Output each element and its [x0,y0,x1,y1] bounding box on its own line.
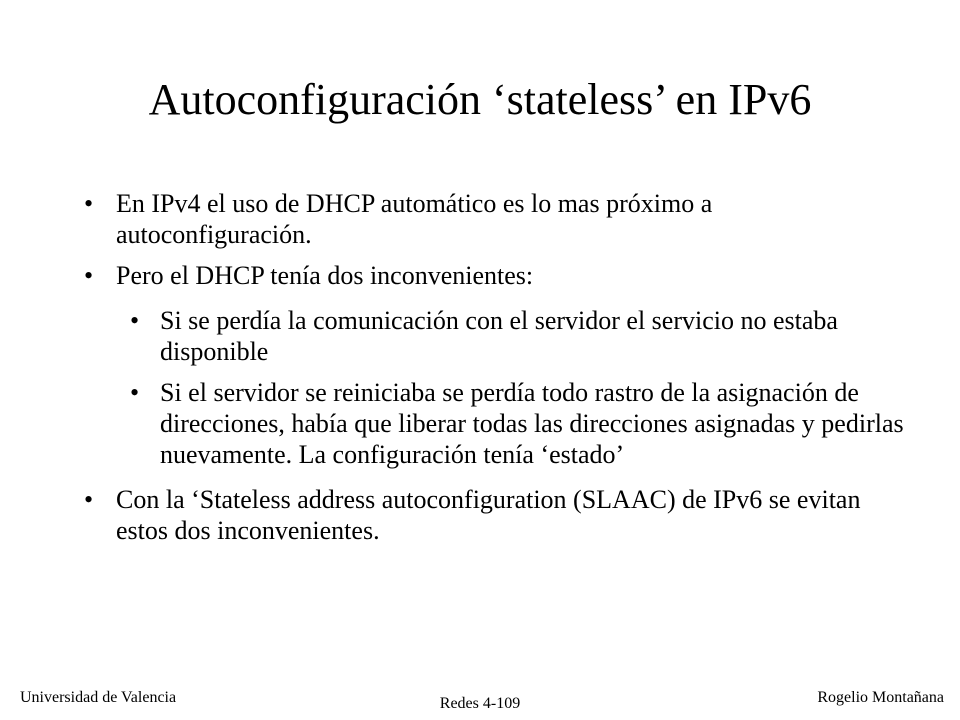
footer-page-label: Redes 4-109 [439,695,521,712]
bullet-text: Si el servidor se reiniciaba se perdía todo rastro de la asignación de direcciones, había que liberar todas las direcciones asignadas y pedirlas nuevamente. La configuración tenía ‘estado’ [160,378,904,469]
bullet-icon: • [84,189,94,218]
footer-author: Rogelio Montañana [817,689,944,706]
sub-bullet-item [130,377,904,470]
bullet-icon: • [130,306,140,335]
bullet-text: Pero el DHCP tenía dos inconvenientes: [116,261,534,290]
bullet-icon: • [84,485,94,514]
bullet-icon: • [130,378,140,407]
bullet-item [84,188,904,250]
bullet-text: En IPv4 el uso de DHCP automático es lo mas próximo a autoconfiguración. [116,189,713,249]
bullet-icon: • [84,261,94,290]
bullet-item [84,484,904,546]
bullet-list [84,188,904,546]
bullet-text: Con la ‘Stateless address autoconfiguration (SLAAC) de IPv6 se evitan estos dos inconvenientes. [116,485,861,545]
bullet-item [84,260,904,291]
bullet-text: Si se perdía la comunicación con el servidor el servicio no estaba disponible [160,306,838,366]
footer-institution: Universidad de Valencia [20,689,177,706]
sub-bullet-item [130,305,904,367]
slide-title: Autoconfiguración ‘stateless’ en IPv6 [148,75,812,124]
